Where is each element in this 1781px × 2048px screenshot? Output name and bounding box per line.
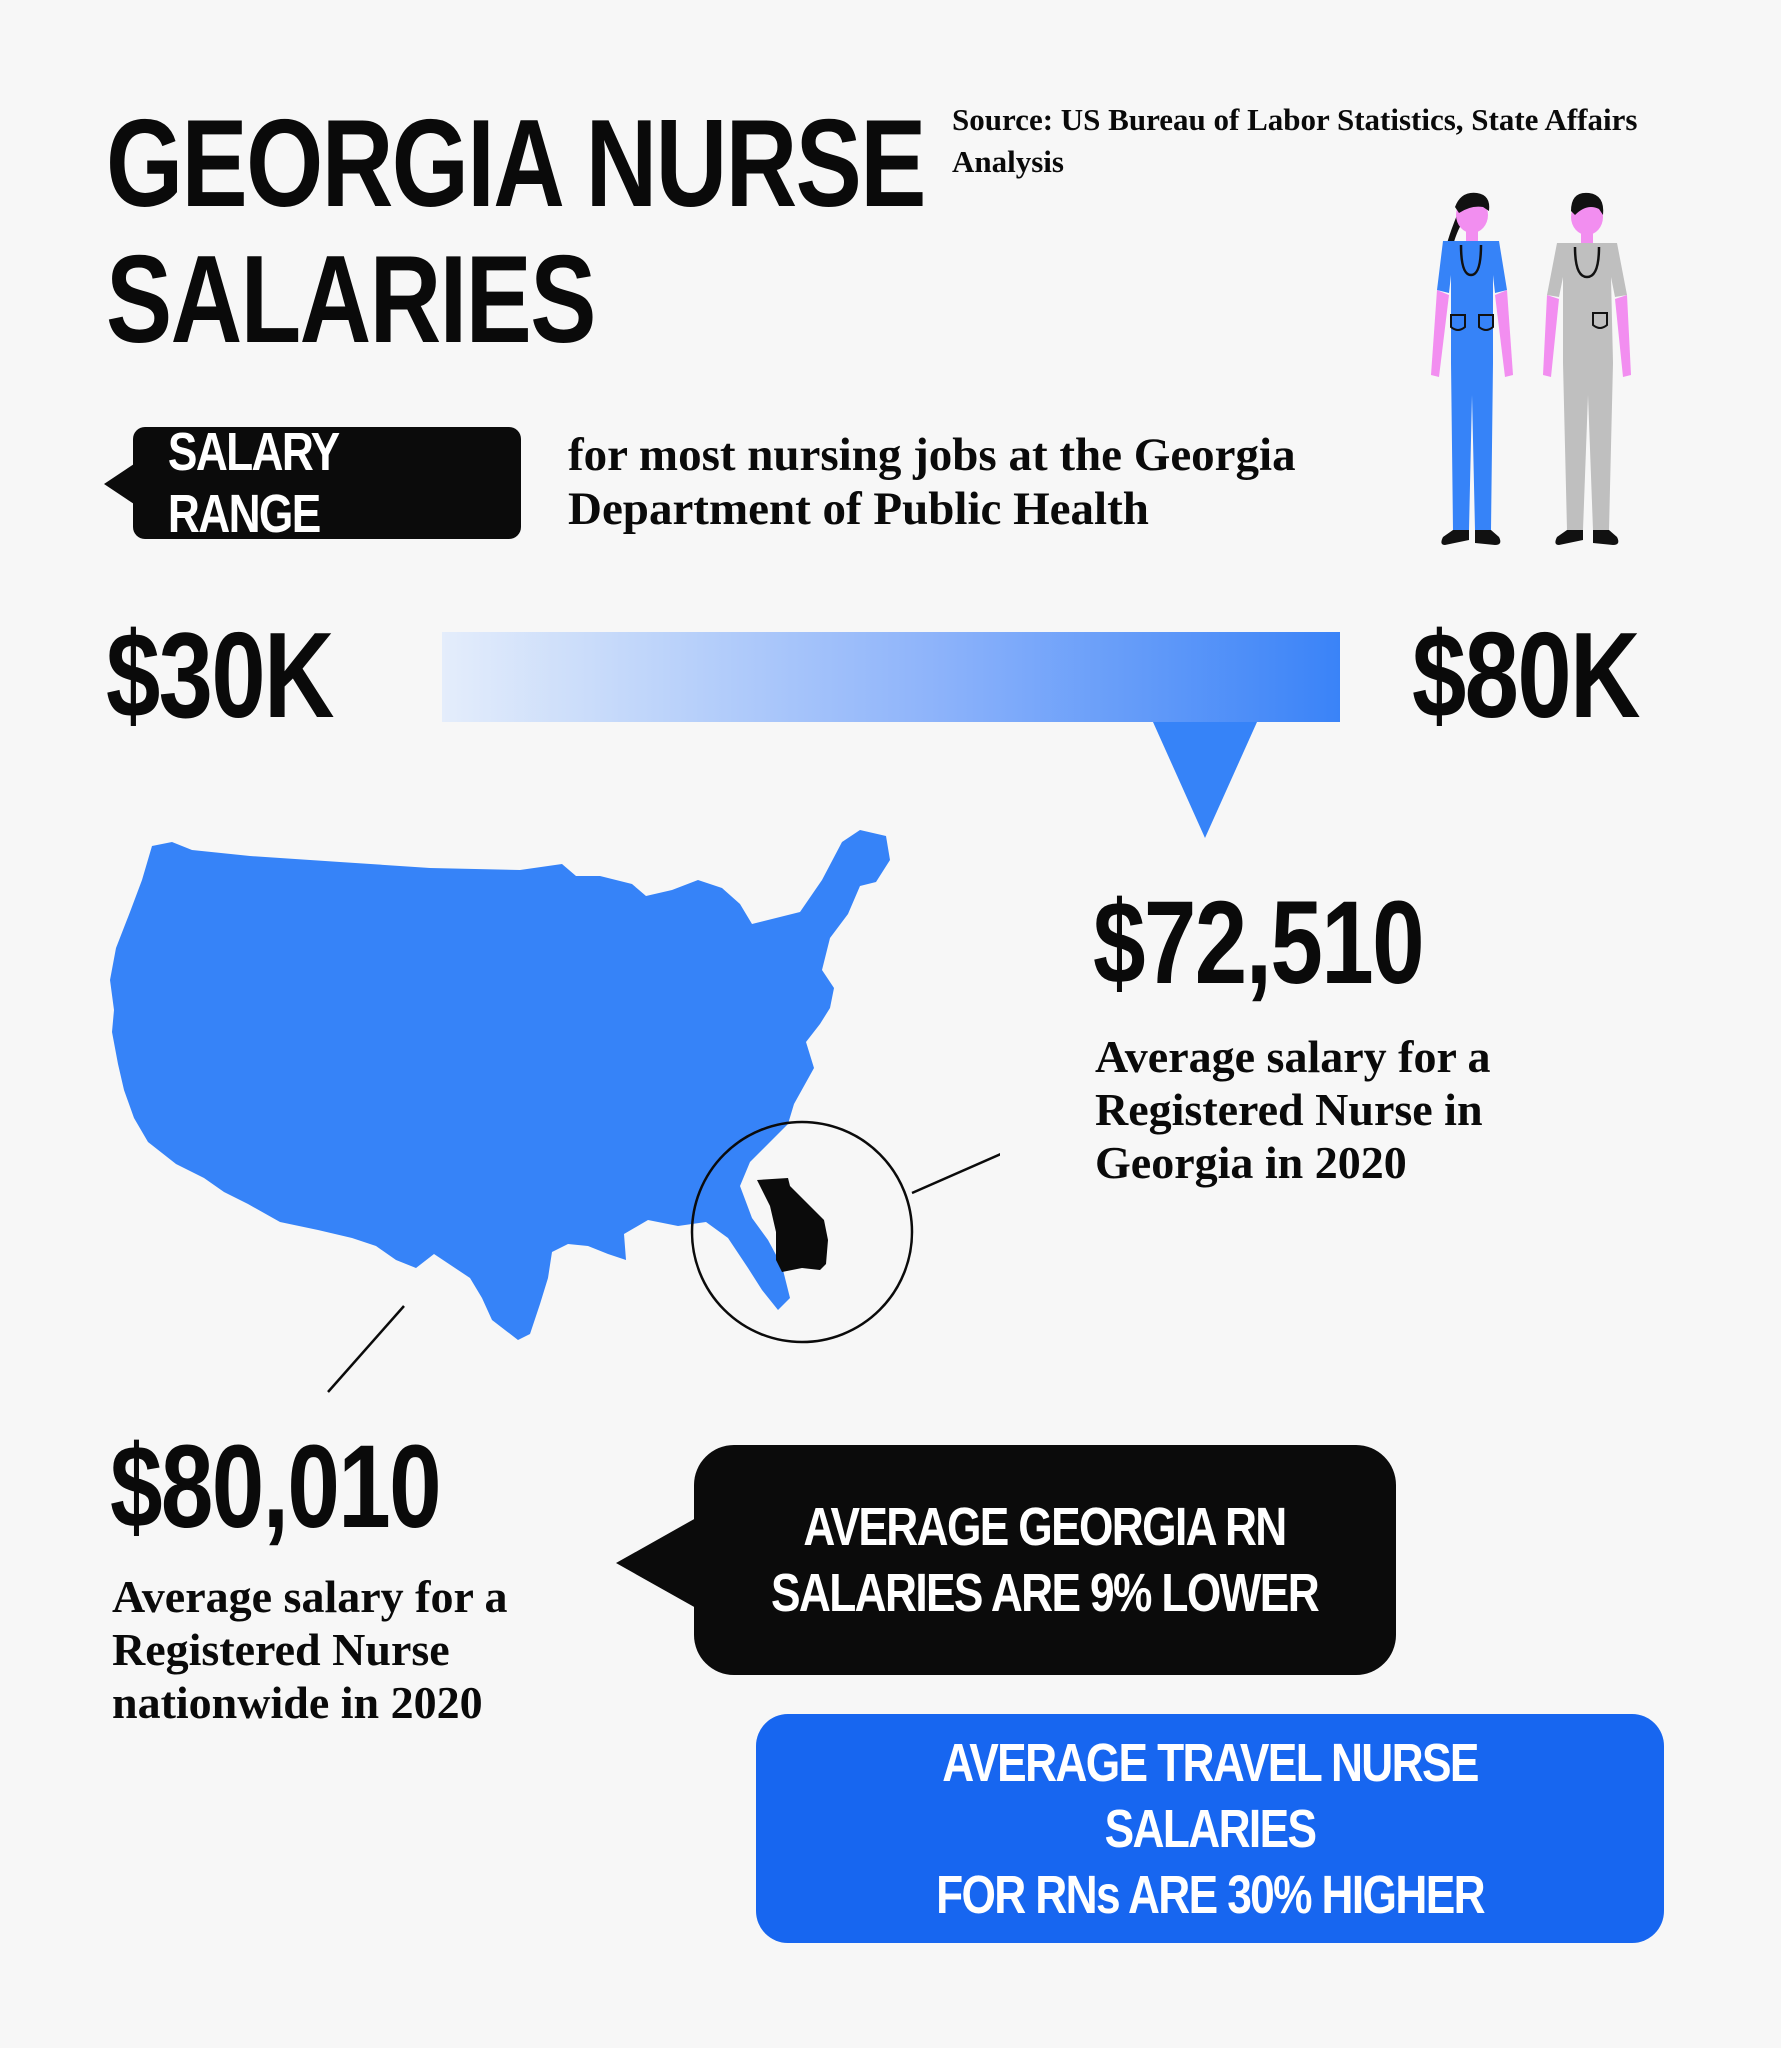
- national-salary-value: $80,010: [110, 1421, 441, 1553]
- salary-range-bar: [442, 632, 1340, 722]
- travel-nurse-callout: [756, 1714, 1664, 1943]
- page-title: [106, 96, 925, 368]
- georgia-salary-marker: [1153, 722, 1257, 838]
- lower-salary-callout-label: [694, 1445, 1396, 1675]
- title-text: GEORGIA NURSE SALARIES: [106, 95, 925, 369]
- nurse-gray-scrubs-icon: [1543, 193, 1631, 545]
- salary-range-description: for most nursing jobs at the Georgia Department of Public Health: [568, 429, 1296, 535]
- nurses-illustration: [1395, 185, 1665, 565]
- salary-range-tag-text: SALARY RANGE: [167, 422, 338, 544]
- us-map: [100, 820, 1000, 1420]
- national-salary-description: Average salary for a Registered Nurse nationwide in 2020: [112, 1571, 508, 1728]
- salary-range-tag-label: [133, 422, 521, 544]
- source-note: Source: US Bureau of Labor Statistics, State Affairs Analysis: [952, 102, 1638, 179]
- national-connector-line: [328, 1306, 404, 1392]
- georgia-salary-description: Average salary for a Registered Nurse in Georgia in 2020: [1095, 1031, 1491, 1188]
- salary-range-tag: [133, 422, 521, 544]
- nurse-blue-scrubs-icon: [1431, 193, 1513, 545]
- georgia-connector-line: [912, 1128, 1000, 1193]
- range-max-label: $80K: [1412, 607, 1639, 743]
- us-map-icon: [110, 830, 890, 1340]
- travel-nurse-callout-label: [756, 1714, 1664, 1943]
- lower-salary-callout: [694, 1445, 1396, 1675]
- travel-nurse-callout-text: AVERAGE TRAVEL NURSE SALARIES FOR RNs ARE 30% HIGHER: [936, 1732, 1484, 1925]
- salary-range-tag-pointer: [104, 464, 134, 504]
- georgia-salary-value: $72,510: [1093, 877, 1424, 1009]
- lower-callout-pointer: [616, 1518, 696, 1608]
- range-min-label: $30K: [106, 607, 333, 743]
- lower-salary-callout-text: AVERAGE GEORGIA RN SALARIES ARE 9% LOWER: [771, 1497, 1319, 1623]
